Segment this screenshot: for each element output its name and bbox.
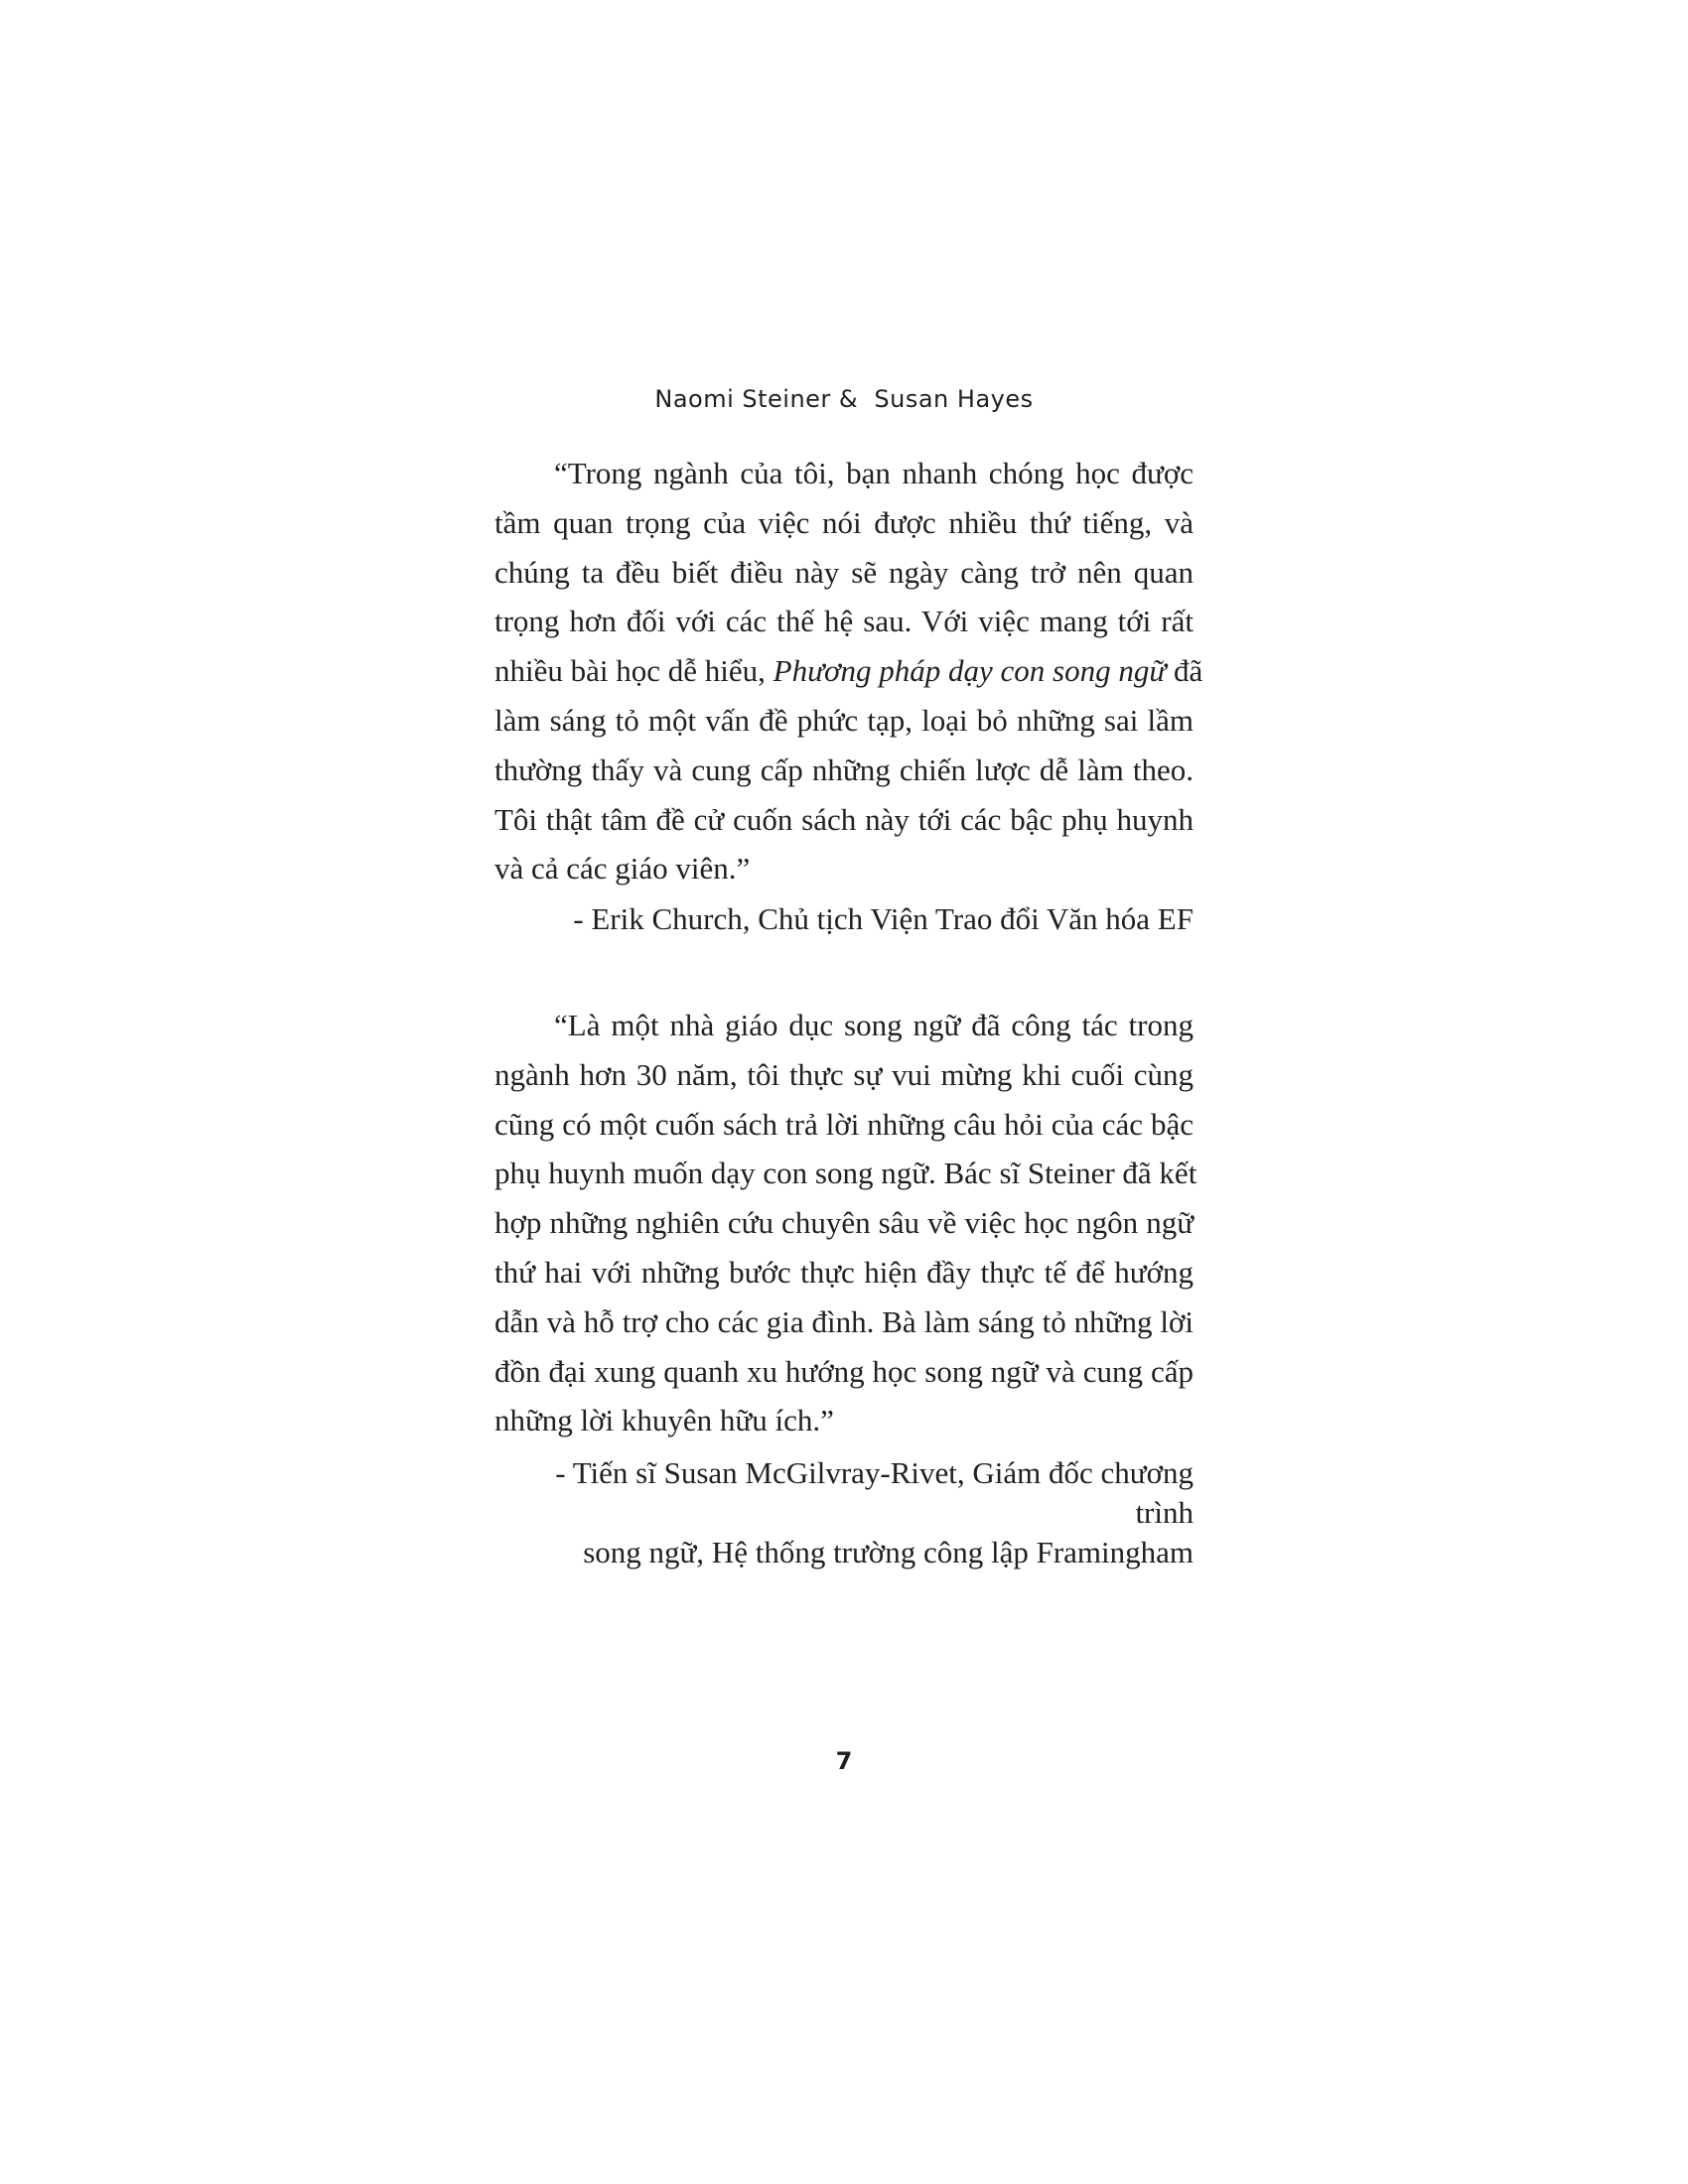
running-header: Naomi Steiner & Susan Hayes (654, 385, 1034, 413)
quote-line: dẫn và hỗ trợ cho các gia đình. Bà làm sáng tỏ những lời (494, 1303, 1194, 1339)
quote-line: cũng có một cuốn sách trả lời những câu hỏi của các bậc (494, 1106, 1194, 1142)
quote-line: “Trong ngành của tôi, bạn nhanh chóng học được (554, 456, 1194, 490)
quote-line: “Là một nhà giáo dục song ngữ đã công tác trong (554, 1008, 1194, 1042)
testimonial-attribution (494, 899, 1194, 939)
quote-line: làm sáng tỏ một vấn đề phức tạp, loại bỏ những sai lầm (494, 702, 1194, 738)
attribution-line: - Tiến sĩ Susan McGilvray-Rivet, Giám đốc chương trình (555, 1455, 1194, 1531)
book-title: Phương pháp dạy con song ngữ (773, 653, 1167, 689)
quote-line: trọng hơn đối với các thế hệ sau. Với việc mang tới rất (494, 604, 1194, 639)
testimonial-quote (494, 449, 1203, 893)
testimonial-quote (494, 1001, 1197, 1445)
page-number: 7 (835, 1747, 853, 1775)
quote-line: thường thấy và cung cấp những chiến lược dễ làm theo. (494, 751, 1194, 787)
quote-line: đồn đại xung quanh xu hướng học song ngữ và cung cấp (494, 1353, 1194, 1389)
quote-line: tầm quan trọng của việc nói được nhiều thứ tiếng, và (494, 504, 1194, 540)
attribution-line: - Erik Church, Chủ tịch Viện Trao đổi Văn hóa EF (573, 901, 1194, 937)
attribution-line: song ngữ, Hệ thống trường công lập Framingham (583, 1535, 1194, 1570)
quote-text: đã (1174, 653, 1203, 689)
quote-line: chúng ta đều biết điều này sẽ ngày càng trở nên quan (494, 554, 1194, 590)
quote-line (494, 646, 1203, 696)
testimonial-2 (494, 1001, 1197, 1572)
testimonial-attribution (494, 1453, 1194, 1572)
quote-line: và cả các giáo viên.” (494, 851, 751, 887)
testimonial-1 (494, 449, 1203, 939)
quote-line: hợp những nghiên cứu chuyên sâu về việc học ngôn ngữ (494, 1205, 1194, 1241)
quote-line: phụ huynh muốn dạy con song ngữ. Bác sĩ Steiner đã kết (494, 1156, 1197, 1191)
quote-line: thứ hai với những bước thực hiện đầy thực tế để hướng (494, 1254, 1194, 1290)
quote-line: Tôi thật tâm đề cử cuốn sách này tới các bậc phụ huynh (494, 801, 1194, 837)
quote-text: nhiều bài học dễ hiểu, (494, 653, 766, 689)
quote-line: ngành hơn 30 năm, tôi thực sự vui mừng khi cuối cùng (494, 1056, 1194, 1092)
quote-line: những lời khuyên hữu ích.” (494, 1403, 834, 1438)
